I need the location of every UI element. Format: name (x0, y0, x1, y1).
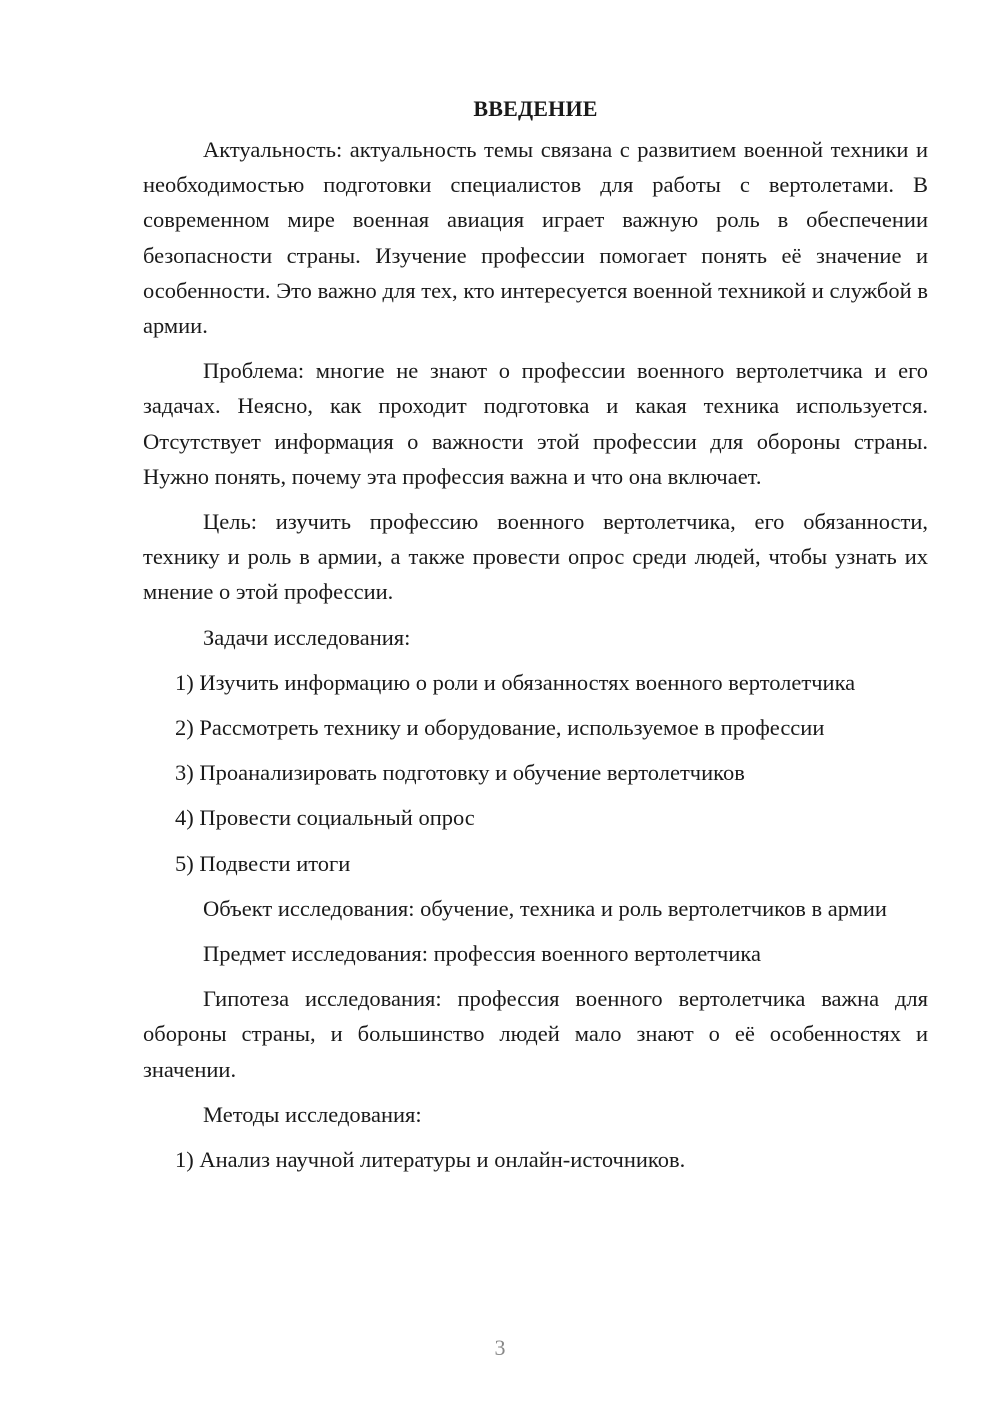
paragraph-relevance: Актуальность: актуальность темы связана с развитием военной техники и необходимостью подготовки специалистов для работы с вертолетами. В современном мире военная авиация играет важную роль в обеспечении безопасности страны. Изучение профессии помогает понять её значение и особенности. Это важно для тех, кто интересуется военной техникой и службой в армии. (143, 137, 928, 339)
task-item-5: 5) Подвести итоги (175, 850, 351, 876)
page-title: ВВЕДЕНИЕ (473, 96, 598, 121)
task-item-1: 1) Изучить информацию о роли и обязанностях военного вертолетчика (175, 669, 856, 695)
method-item-1: 1) Анализ научной литературы и онлайн-источников. (175, 1147, 686, 1173)
task-item-4: 4) Провести социальный опрос (175, 805, 475, 831)
document-page (143, 92, 928, 1187)
paragraph-problem: Проблема: многие не знают о профессии военного вертолетчика и его задачах. Неясно, как проходит подготовка и какая техника используется. Отсутствует информация о важности этой профессии для обороны страны. Нужно понять, почему эта профессия важна и что она включает. (143, 358, 928, 489)
task-item-3: 3) Проанализировать подготовку и обучение вертолетчиков (175, 760, 745, 786)
paragraph-hypothesis: Гипотеза исследования: профессия военного вертолетчика важна для обороны страны, и большинство людей мало знают о её особенностях и значении. (143, 986, 928, 1082)
paragraph-subject: Предмет исследования: профессия военного вертолетчика (203, 941, 761, 967)
methods-label: Методы исследования: (203, 1101, 422, 1127)
tasks-label: Задачи исследования: (203, 624, 411, 650)
paragraph-goal: Цель: изучить профессию военного вертолетчика, его обязанности, технику и роль в армии, а также провести опрос среди людей, чтобы узнать их мнение о этой профессии. (143, 509, 928, 605)
paragraph-object: Объект исследования: обучение, техника и роль вертолетчиков в армии (203, 895, 887, 921)
task-item-2: 2) Рассмотреть технику и оборудование, используемое в профессии (175, 715, 825, 741)
page-number: 3 (494, 1335, 506, 1360)
